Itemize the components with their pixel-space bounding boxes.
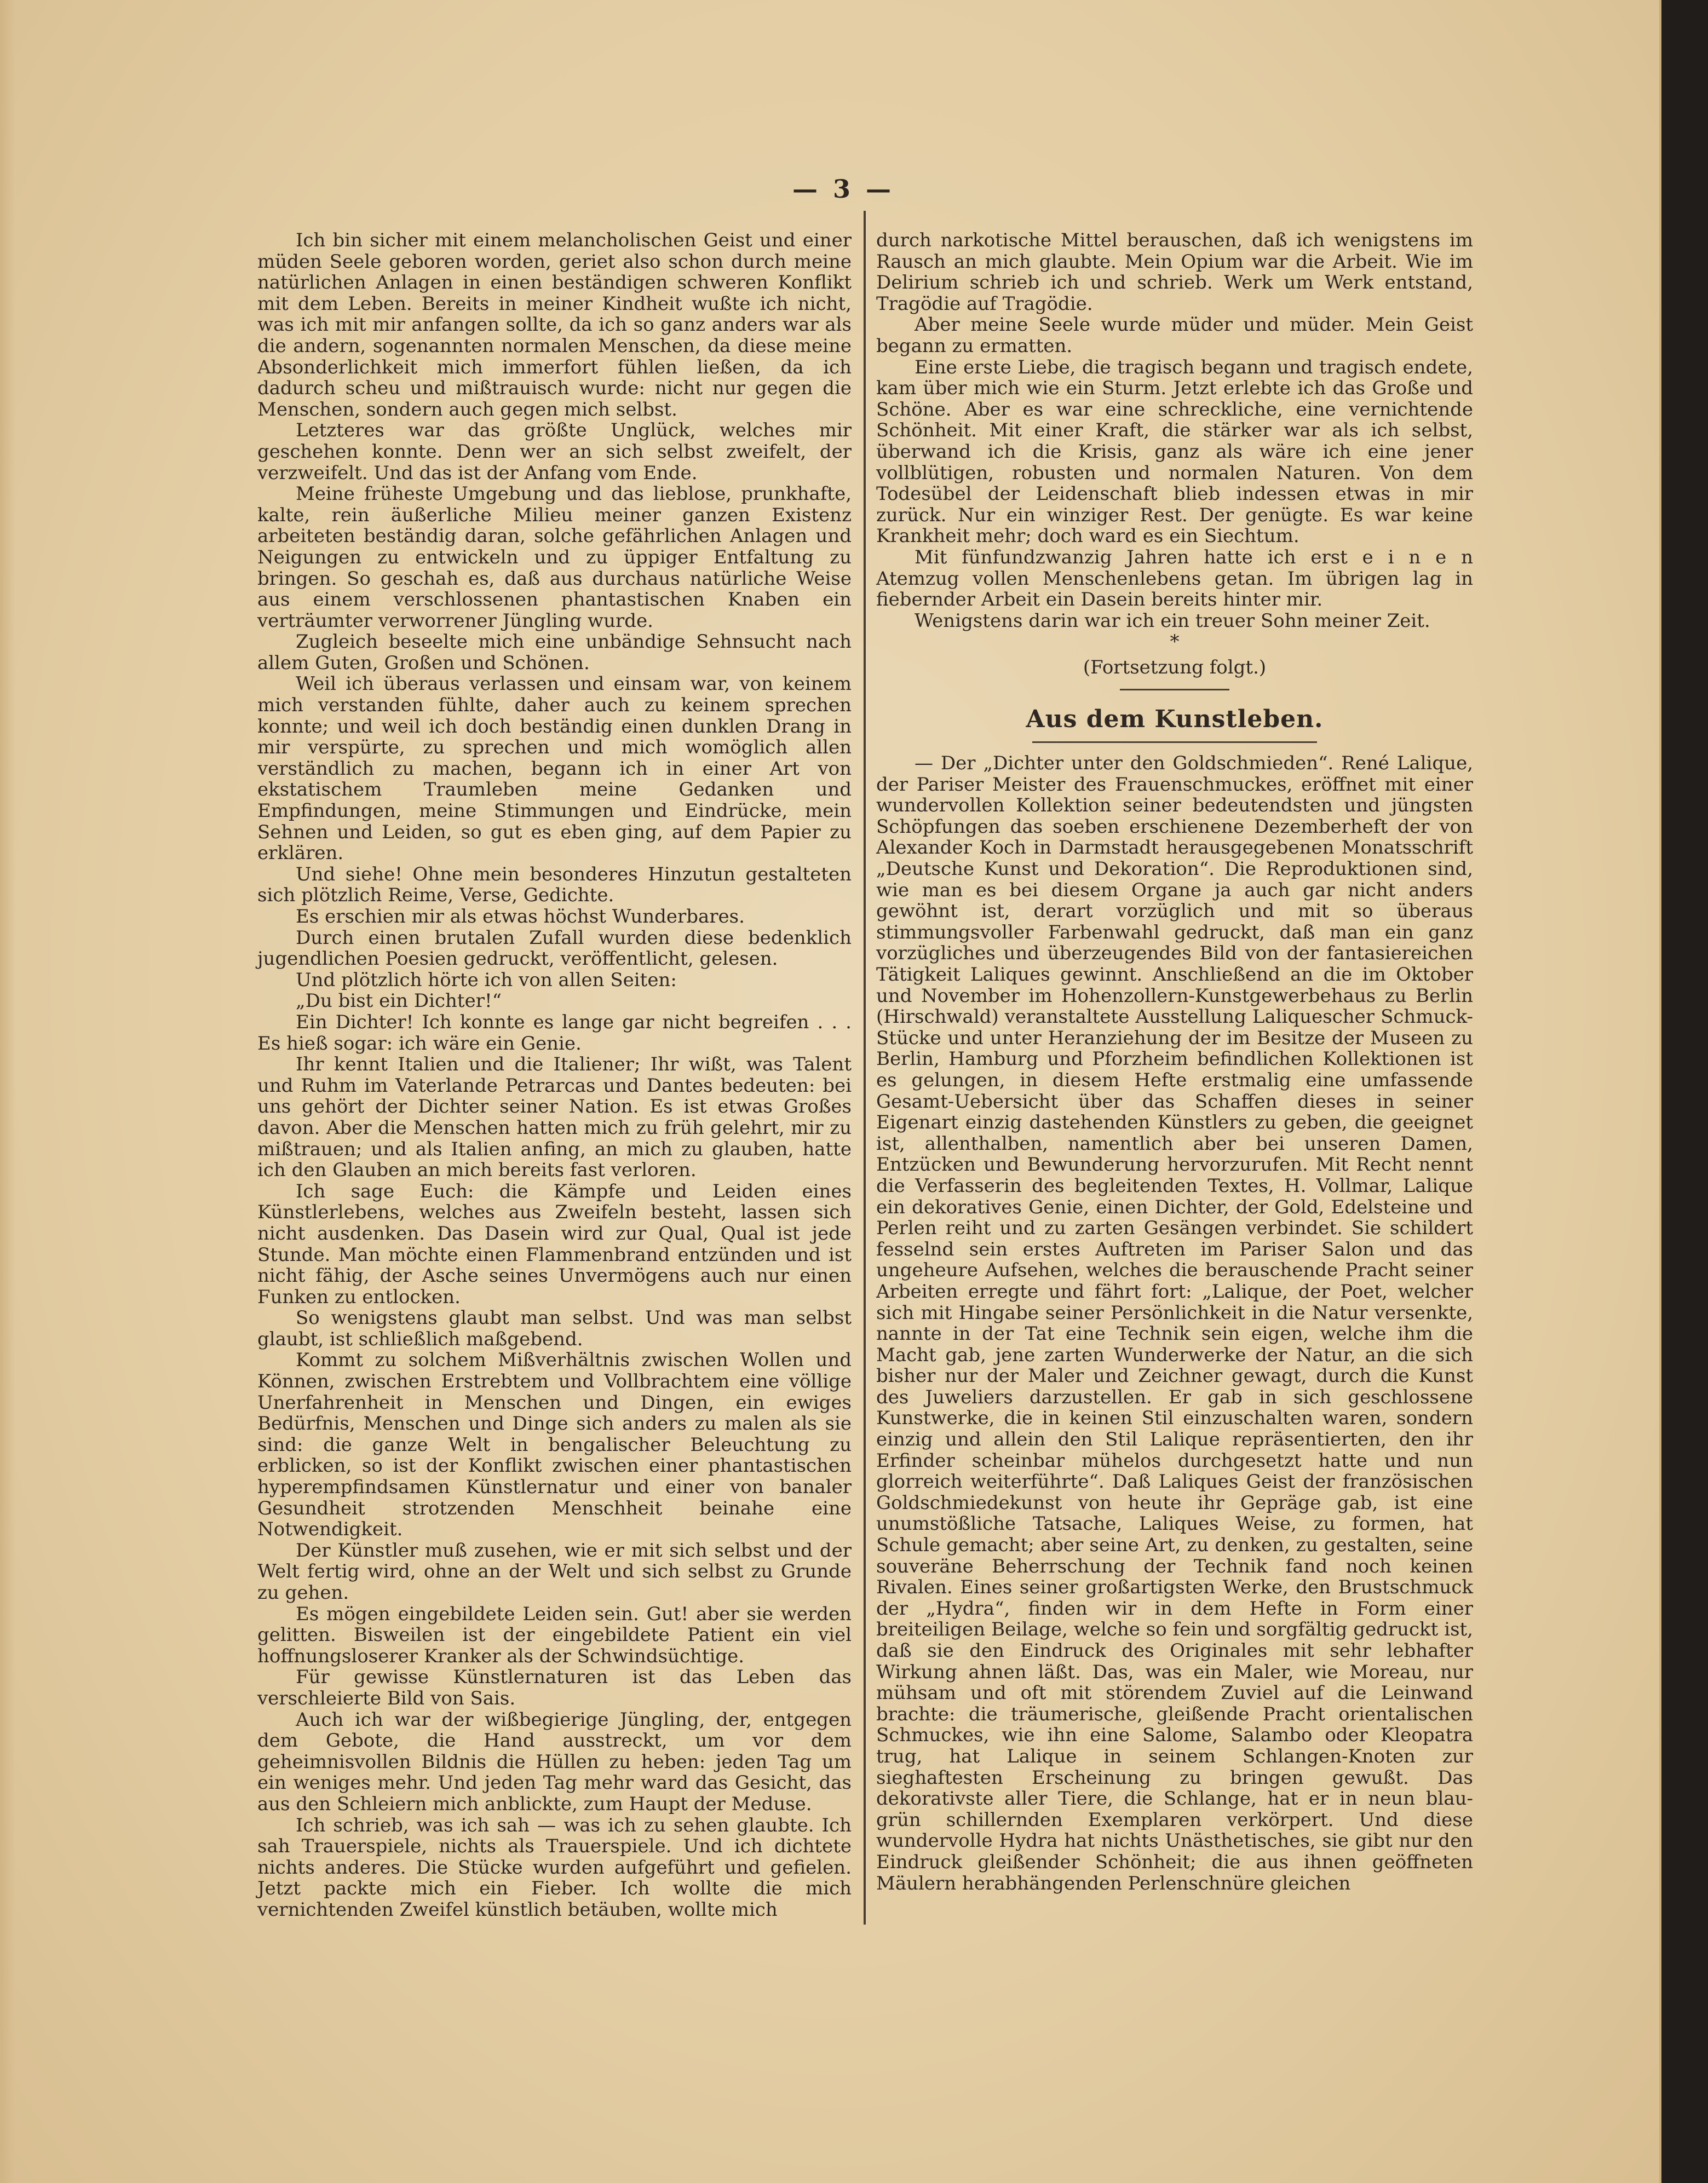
paragraph: Ich bin sicher mit einem melancholischen Geist und einer müden Seele geboren worden, geriet also schon durch meine natürlichen Anlagen in einen beständigen schweren Konflikt mit dem Leben. Bereits in meiner Kindheit wußte ich nicht, was ich mit mir anfangen sollte, da ich so ganz anders war als die andern, sogenannten normalen Menschen, da diese meine Absonderlichkeit mich immerfort fühlen ließen, da ich dadurch scheu und mißtrauisch wurde: nicht nur gegen die Menschen, sondern auch gegen mich selbst. — [257, 229, 852, 421]
heading-underline — [1032, 741, 1317, 743]
column-divider — [864, 211, 866, 1925]
paragraph: Kommt zu solchem Mißverhältnis zwischen Wollen und Können, zwischen Erstrebtem und Vollbrachtem eine völlige Unerfahrenheit in Menschen und Dingen, ein ewiges Bedürfnis, Menschen und Dinge sich anders zu malen als sie sind: die ganze Welt in bengalischer Beleuchtung zu erblicken, so ist der Konflikt zwischen einer phantastischen hyperempfindsamen Künstlernatur und einer von banaler Gesundheit strotzenden Menschheit beinahe eine Notwendigkeit. — [257, 1349, 852, 1541]
paragraph: Es erschien mir als etwas höchst Wunderbares. — [296, 906, 745, 928]
article-paragraph: — Der „Dichter unter den Goldschmieden“. René Lalique, der Pariser Meister des Frauenschmuckes, eröffnet mit einer wundervollen Kollektion seiner bedeutendsten und jüngsten Schöpfungen das soeben erschienene Dezemberheft der von Alexander Koch in Darmstadt herausgegebenen Monatsschrift „Deutsche Kunst und Dekoration“. Die Reproduktionen sind, wie man es bei diesem Organe ja auch gar nicht anders gewöhnt ist, derart vorzüglich und mit so überaus stimmungsvoller Farbenwahl gedruckt, daß man ein ganz vorzügliches und überzeugendes Bild von der fantasiereichen Tätigkeit Laliques gewinnt. Anschließend an die im Oktober und November im Hohenzollern-Kunstgewerbehaus zu Berlin (Hirschwald) veranstaltete Ausstellung Laliquescher Schmuck-Stücke und unter Heranziehung der im Besitze der Museen zu Berlin, Hamburg und Pforzheim befindlichen Kollektionen ist es gelungen, in diesem Hefte erstmalig eine umfassende Gesamt-Uebersicht über das Schaffen dieses in seiner Eigenart einzig dastehenden Künstlers zu geben, die geeignet ist, allenthalben, namentlich aber bei unseren Damen, Entzücken und Bewunderung hervorzurufen. Mit Recht nennt die Verfasserin des begleitenden Textes, H. Vollmar, Lalique ein dekoratives Genie, einen Dichter, der Gold, Edelsteine und Perlen reiht und zu zarten Gesängen verbindet. Sie schildert fesselnd sein erstes Auftreten im Pariser Salon und das ungeheure Aufsehen, welches die berauschende Pracht seiner Arbeiten erregte und fährt fort: „Lalique, der Poet, welcher sich mit Hingabe seiner Persönlichkeit in die Natur versenkte, nannte in der Tat eine Technik sein eigen, welche ihm die Macht gab, jene zarten Wunderwerke der Natur, an die sich bisher nur der Maler und Zeichner gewagt, durch die Kunst des Juweliers darzustellen. Er gab in sich geschlossene Kunstwerke, die in keinen Stil einzuschalten waren, sondern einzig und allein den Stil Lalique repräsentierten, den ihr Erfinder scheinbar mühelos durchgesetzt hatte und nun glorreich weiterführte“. Daß Laliques Geist der französischen Goldschmiedekunst von heute ihr Gepräge gab, ist eine unumstößliche Tatsache, Laliques Weise, zu formen, hat Schule gemacht; aber seine Art, zu denken, zu gestalten, seine souveräne Beherrschung der Technik fand noch keinen Rivalen. Eines seiner großartigsten Werke, den Brustschmuck der „Hydra“, finden wir in dem Hefte in Form einer breiteiligen Beilage, welche so fein und sorgfältig gedruckt ist, daß sie den Eindruck des Originales mit sehr lebhafter Wirkung ahnen läßt. Das, was ein Maler, wie Moreau, nur mühsam und oft mit störendem Zuviel auf die Leinwand brachte: die träumerische, gleißende Pracht orientalischen Schmuckes, wie ihn eine Salome, Salambo oder Kleopatra trug, hat Lalique in seinem Schlangen-Knoten zur sieghaftesten Erscheinung zu bringen gewußt. Das dekorativste aller Tiere, die Schlange, hat er in neun blau-grün schillernden Exemplaren verkörpert. Und diese wundervolle Hydra hat nichts Unästhetisches, sie gibt nur den Eindruck gleißender Schönheit; die aus ihnen geöffneten Mäulern herabhängenden Perlenschnüre gleichen — [876, 752, 1473, 1894]
paragraph: Und siehe! Ohne mein besonderes Hinzutun gestalteten sich plötzlich Reime, Verse, Gedichte. — [257, 863, 852, 907]
section-rule — [1120, 689, 1229, 690]
paragraph: Weil ich überaus verlassen und einsam war, von keinem mich verstanden fühlte, daher auch zu keinem sprechen konnte; und weil ich doch beständig einen dunklen Drang in mir verspürte, zu sprechen und mich womöglich allen verständlich zu machen, begann ich in einer Art von ekstatischem Traumleben meine Gedanken und Empfindungen, meine Stimmungen und Eindrücke, mein Sehnen und Leiden, so gut es eben ging, auf dem Papier zu erklären. — [257, 673, 852, 865]
paragraph: Es mögen eingebildete Leiden sein. Gut! aber sie werden gelitten. Bisweilen ist der eingebildete Patient ein viel hoffnungsloserer Kranker als der Schwindsüchtige. — [257, 1603, 852, 1667]
paragraph: Auch ich war der wißbegierige Jüngling, der, entgegen dem Gebote, die Hand ausstreckt, um vor dem geheimnisvollen Bildnis die Hüllen zu heben: jeden Tag um ein weniges mehr. Und jeden Tag mehr ward das Gesicht, das aus den Schleiern mich anblickte, zum Haupt der Meduse. — [257, 1708, 852, 1815]
page-number: — 3 — — [792, 174, 895, 204]
right-column — [876, 230, 1473, 1894]
paragraph: Und plötzlich hörte ich von allen Seiten: — [296, 969, 677, 991]
paragraph: Ein Dichter! Ich konnte es lange gar nicht begreifen . . . Es hieß sogar: ich wäre ein Genie. — [257, 1011, 852, 1055]
paragraph: Ich schrieb, was ich sah — was ich zu sehen glaubte. Ich sah Trauerspiele, nichts als Trauerspiele. Und ich dichtete nichts anderes. Die Stücke wurden aufgeführt und gefielen. Jetzt packte mich ein Fieber. Ich wollte die mich vernichtenden Zweifel künstlich betäuben, wollte mich — [257, 1814, 852, 1921]
continuation-note: (Fortsetzung folgt.) — [1083, 656, 1267, 678]
paragraph: So wenigstens glaubt man selbst. Und was man selbst glaubt, ist schließlich maßgebend. — [257, 1307, 852, 1350]
separator-star: * — [1170, 631, 1180, 653]
paragraph: Aber meine Seele wurde müder und müder. Mein Geist begann zu ermatten. — [876, 314, 1473, 357]
paragraph: Eine erste Liebe, die tragisch begann und tragisch endete, kam über mich wie ein Sturm. Jetzt erlebte ich das Große und Schöne. Aber es war eine schreckliche, eine vernichtende Schönheit. Mit einer Kraft, die stärker war als ich selbst, überwand ich die Krisis, ganz als wäre ich eine jener vollblütigen, robusten und normalen Naturen. Von dem Todesübel der Leidenschaft blieb indessen etwas in mir zurück. Nur ein winziger Rest. Der genügte. Es war keine Krankheit mehr; doch ward es ein Siechtum. — [876, 356, 1473, 548]
paragraph: Ihr kennt Italien und die Italiener; Ihr wißt, was Talent und Ruhm im Vaterlande Petrarcas und Dantes bedeuten: bei uns gehört der Dichter seiner Nation. Es ist etwas Großes davon. Aber die Menschen hatten mich zu früh gelehrt, mir zu mißtrauen; und als Italien anfing, an mich zu glauben, hatte ich den Glauben an mich bereits fast verloren. — [257, 1053, 852, 1182]
left-column — [257, 230, 852, 1921]
paragraph: Letzteres war das größte Unglück, welches mir geschehen konnte. Denn wer an sich selbst zweifelt, der verzweifelt. Und das ist der Anfang vom Ende. — [257, 419, 852, 484]
paragraph: Meine früheste Umgebung und das lieblose, prunkhafte, kalte, rein äußerliche Milieu meiner ganzen Existenz arbeiteten beständig daran, solche gefährlichen Anlagen und Neigungen zu entwickeln und zu üppiger Entfaltung zu bringen. So geschah es, daß aus durchaus natürliche Weise aus einem verschlossenen phantastischen Knaben ein verträumter verworrener Jüngling wurde. — [257, 483, 852, 632]
section-heading: Aus dem Kunstleben. — [1026, 705, 1324, 734]
paragraph: Der Künstler muß zusehen, wie er mit sich selbst und der Welt fertig wird, ohne an der Welt und sich selbst zu Grunde zu gehen. — [257, 1539, 852, 1604]
paragraph: Für gewisse Künstlernaturen ist das Leben das verschleierte Bild von Sais. — [257, 1666, 852, 1709]
paragraph: Zugleich beseelte mich eine unbändige Sehnsucht nach allem Guten, Großen und Schönen. — [257, 631, 852, 674]
paragraph: Wenigstens darin war ich ein treuer Sohn meiner Zeit. — [915, 609, 1430, 632]
paragraph: „Du bist ein Dichter!“ — [296, 990, 502, 1012]
paragraph: Mit fünfundzwanzig Jahren hatte ich erst e i n e n Atemzug vollen Menschenlebens getan. Im übrigen lag in fiebernder Arbeit ein Dasein bereits hinter mir. — [876, 546, 1473, 611]
paragraph: Durch einen brutalen Zufall wurden diese bedenklich jugendlichen Poesien gedruckt, veröffentlicht, gelesen. — [257, 926, 852, 970]
paragraph: durch narkotische Mittel berauschen, daß ich wenigstens im Rausch an mich glaubte. Mein Opium war die Arbeit. Wie im Delirium schrieb ich und schrieb. Werk um Werk entstand, Tragödie auf Tragödie. — [876, 229, 1473, 315]
paragraph: Ich sage Euch: die Kämpfe und Leiden eines Künstlerlebens, welches aus Zweifeln besteht, lassen sich nicht ausdenken. Das Dasein wird zur Qual, Qual ist jede Stunde. Man möchte einen Flammenbrand entzünden und ist nicht fähig, der Asche seines Unvermögens auch nur einen Funken zu entlocken. — [257, 1180, 852, 1308]
